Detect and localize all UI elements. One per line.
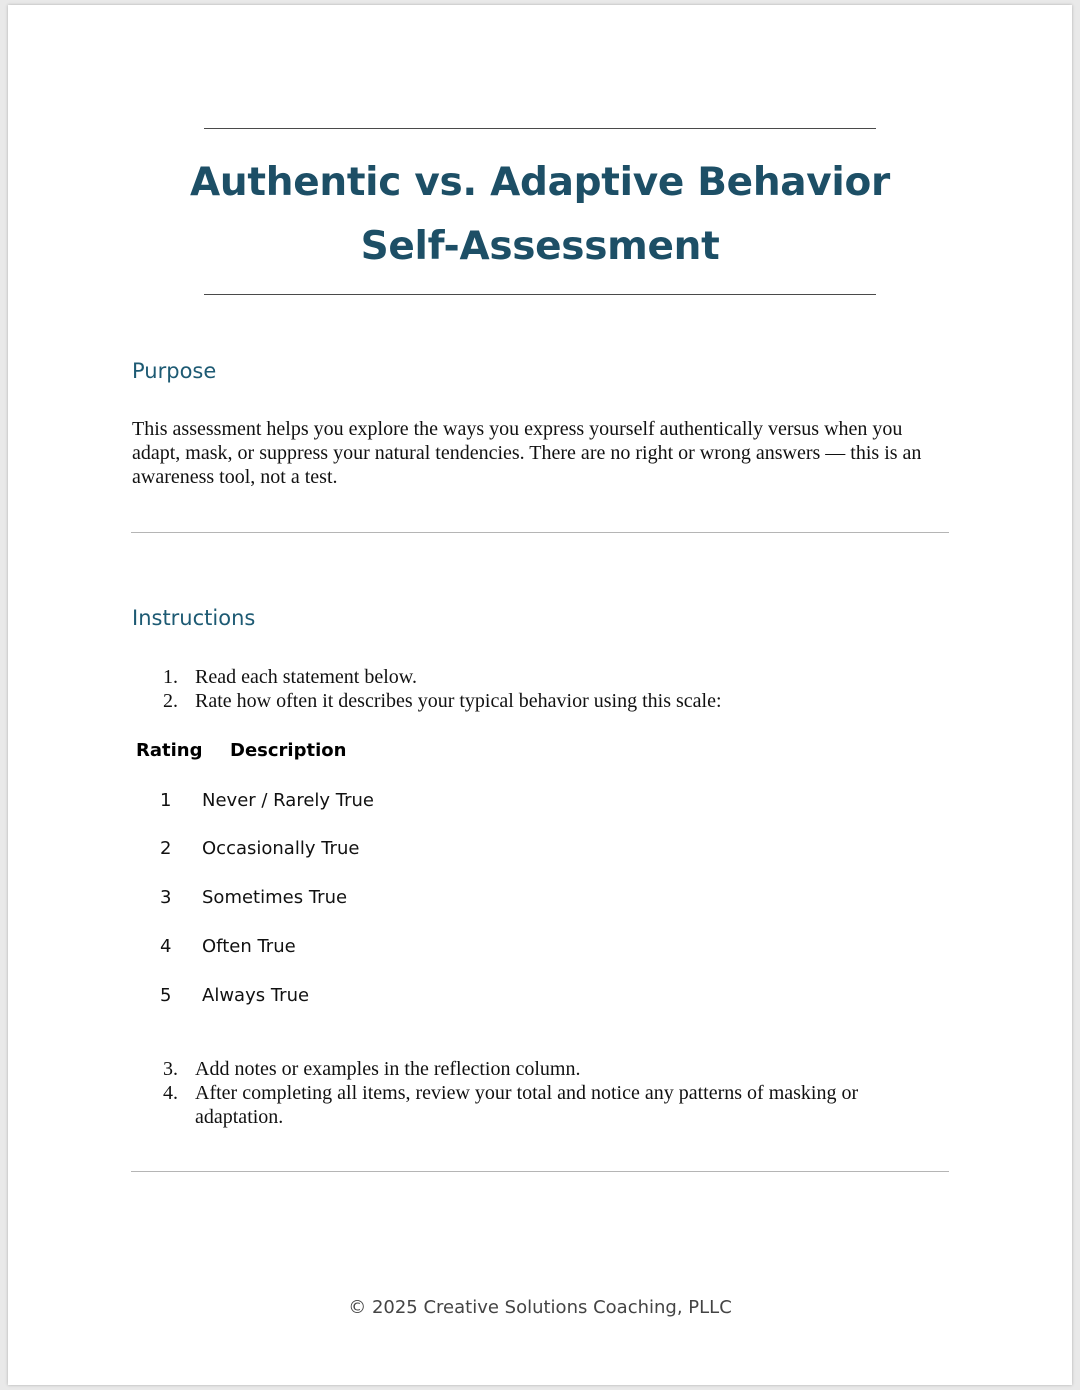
title-bottom-rule (204, 294, 876, 295)
instructions-divider (131, 1171, 949, 1172)
purpose-divider (131, 532, 949, 533)
rating-value: 5 (160, 985, 172, 1006)
instructions-heading: Instructions (132, 606, 256, 630)
title-line-2: Self-Assessment (360, 224, 720, 269)
rating-row (136, 985, 536, 1009)
copyright-footer: © 2025 Creative Solutions Coaching, PLLC (348, 1297, 732, 1318)
step-number: 1. (163, 666, 178, 688)
instruction-step (132, 689, 932, 713)
rating-row (136, 936, 536, 960)
purpose-body: This assessment helps you explore the ways you express yourself authentically versus when you adapt, mask, or suppress your natural tendencies. There are no right or wrong answers — this is an awareness tool, not a test. (132, 418, 922, 488)
rating-value: 2 (160, 838, 172, 859)
rating-row (136, 887, 536, 911)
step-text: Add notes or examples in the reflection column. (195, 1058, 581, 1080)
title-line-1: Authentic vs. Adaptive Behavior (190, 160, 890, 205)
rating-description: Never / Rarely True (202, 790, 375, 811)
rating-row (136, 838, 536, 862)
rating-value: 1 (160, 790, 172, 811)
step-number: 2. (163, 690, 178, 712)
rating-row (136, 790, 536, 814)
rating-description: Sometimes True (202, 887, 348, 908)
instruction-step (132, 1081, 932, 1129)
page-title (8, 151, 1072, 279)
purpose-heading: Purpose (132, 359, 217, 383)
rating-description: Often True (202, 936, 296, 957)
description-column-header: Description (230, 740, 347, 761)
step-text: Rate how often it describes your typical behavior using this scale: (195, 690, 722, 712)
title-top-rule (204, 128, 876, 129)
rating-column-header: Rating (136, 740, 203, 761)
document-page (8, 5, 1072, 1385)
instructions-steps-first (132, 665, 932, 713)
rating-value: 4 (160, 936, 172, 957)
step-text: Read each statement below. (195, 666, 417, 688)
step-number: 4. (163, 1082, 178, 1104)
rating-value: 3 (160, 887, 172, 908)
step-number: 3. (163, 1058, 178, 1080)
rating-description: Occasionally True (202, 838, 360, 859)
instruction-step (132, 1057, 932, 1081)
step-text: After completing all items, review your total and notice any patterns of masking or adaptation. (195, 1082, 859, 1128)
rating-description: Always True (202, 985, 310, 1006)
instructions-steps-second (132, 1057, 932, 1129)
instruction-step (132, 665, 932, 689)
